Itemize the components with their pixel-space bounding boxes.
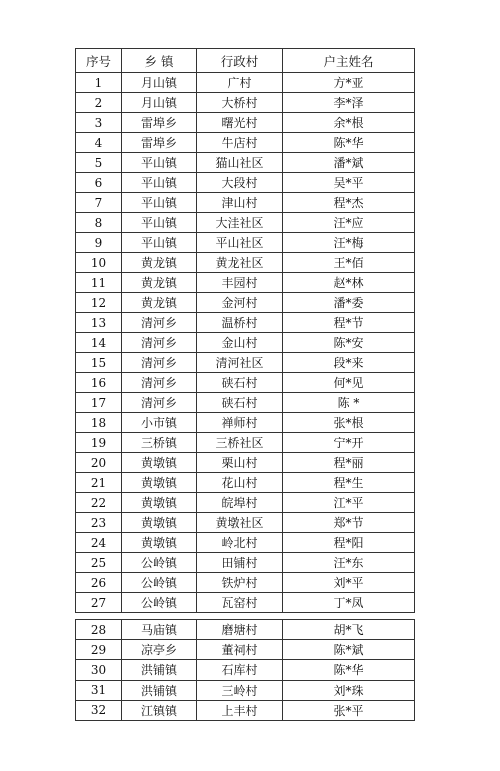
table-row [76,660,415,680]
cell-township: 雷埠乡 [122,133,197,153]
cell-householder: 张*平 [283,700,415,720]
cell-village: 黄龙社区 [197,253,283,273]
cell-householder: 潘*委 [283,293,415,313]
cell-index: 27 [76,593,122,613]
table-row [76,133,415,153]
cell-index: 4 [76,133,122,153]
cell-householder: 刘*珠 [283,680,415,700]
table-row [76,333,415,353]
cell-index: 12 [76,293,122,313]
table-row [76,640,415,660]
cell-index: 28 [76,620,122,640]
cell-township: 清河乡 [122,373,197,393]
table-row [76,453,415,473]
table-row [76,493,415,513]
table-row [76,473,415,493]
cell-township: 黄龙镇 [122,273,197,293]
cell-village: 金山村 [197,333,283,353]
cell-township: 洪铺镇 [122,660,197,680]
cell-householder: 胡*飞 [283,620,415,640]
cell-householder: 郑*节 [283,513,415,533]
cell-householder: 陈*斌 [283,640,415,660]
table-row [76,213,415,233]
cell-village: 硖石村 [197,373,283,393]
table-row [76,433,415,453]
header-village: 行政村 [197,49,283,73]
cell-township: 凉亭乡 [122,640,197,660]
cell-householder: 陈*华 [283,660,415,680]
cell-householder: 丁*凤 [283,593,415,613]
cell-householder: 段*来 [283,353,415,373]
household-table-part1 [75,48,415,613]
cell-index: 25 [76,553,122,573]
cell-township: 平山镇 [122,213,197,233]
cell-village: 花山村 [197,473,283,493]
cell-index: 21 [76,473,122,493]
table-row [76,273,415,293]
cell-township: 清河乡 [122,333,197,353]
cell-index: 31 [76,680,122,700]
cell-village: 岭北村 [197,533,283,553]
household-table-part2 [75,619,415,721]
cell-village: 磨塘村 [197,620,283,640]
cell-township: 黄墩镇 [122,493,197,513]
cell-householder: 程*丽 [283,453,415,473]
cell-township: 平山镇 [122,153,197,173]
cell-village: 黄墩社区 [197,513,283,533]
table-row [76,533,415,553]
cell-index: 2 [76,93,122,113]
cell-village: 皖埠村 [197,493,283,513]
cell-index: 26 [76,573,122,593]
cell-village: 大洼社区 [197,213,283,233]
cell-index: 17 [76,393,122,413]
cell-householder: 刘*平 [283,573,415,593]
cell-village: 上丰村 [197,700,283,720]
cell-index: 23 [76,513,122,533]
cell-township: 月山镇 [122,93,197,113]
cell-township: 月山镇 [122,73,197,93]
cell-index: 14 [76,333,122,353]
cell-village: 董祠村 [197,640,283,660]
cell-index: 5 [76,153,122,173]
cell-township: 清河乡 [122,393,197,413]
cell-index: 6 [76,173,122,193]
cell-township: 三桥镇 [122,433,197,453]
cell-township: 清河乡 [122,313,197,333]
cell-township: 江镇镇 [122,700,197,720]
cell-village: 石库村 [197,660,283,680]
table-row [76,73,415,93]
cell-index: 19 [76,433,122,453]
cell-village: 硖石村 [197,393,283,413]
cell-index: 29 [76,640,122,660]
cell-householder: 陈*华 [283,133,415,153]
cell-village: 猫山社区 [197,153,283,173]
table-row [76,93,415,113]
cell-householder: 张*根 [283,413,415,433]
cell-township: 雷埠乡 [122,113,197,133]
cell-householder: 陈*安 [283,333,415,353]
cell-township: 平山镇 [122,193,197,213]
cell-village: 大桥村 [197,93,283,113]
cell-village: 禅师村 [197,413,283,433]
cell-village: 津山村 [197,193,283,213]
cell-township: 公岭镇 [122,593,197,613]
cell-householder: 潘*斌 [283,153,415,173]
table-row [76,353,415,373]
cell-householder: 程*生 [283,473,415,493]
cell-index: 10 [76,253,122,273]
cell-householder: 程*阳 [283,533,415,553]
table-row [76,513,415,533]
cell-index: 18 [76,413,122,433]
cell-householder: 王*佰 [283,253,415,273]
table-header-row [76,49,415,73]
cell-index: 24 [76,533,122,553]
table-row [76,413,415,433]
cell-householder: 吴*平 [283,173,415,193]
table-row [76,680,415,700]
cell-township: 黄墩镇 [122,533,197,553]
cell-householder: 宁*开 [283,433,415,453]
table-body-part2 [76,620,415,721]
cell-householder: 方*亚 [283,73,415,93]
table-row [76,700,415,720]
cell-village: 大段村 [197,173,283,193]
cell-index: 1 [76,73,122,93]
cell-village: 铁炉村 [197,573,283,593]
table-row [76,173,415,193]
cell-index: 13 [76,313,122,333]
cell-householder: 陈 * [283,393,415,413]
cell-index: 20 [76,453,122,473]
table-row [76,193,415,213]
table-row [76,393,415,413]
cell-householder: 程*杰 [283,193,415,213]
cell-village: 丰园村 [197,273,283,293]
header-index: 序号 [76,49,122,73]
table-row [76,620,415,640]
cell-township: 黄墩镇 [122,473,197,493]
table-row [76,373,415,393]
cell-index: 15 [76,353,122,373]
cell-householder: 程*节 [283,313,415,333]
table-row [76,153,415,173]
cell-township: 黄墩镇 [122,453,197,473]
cell-householder: 李*泽 [283,93,415,113]
table-body-part1 [76,73,415,613]
cell-householder: 汪*应 [283,213,415,233]
table-row [76,553,415,573]
table-row [76,573,415,593]
cell-village: 三桥社区 [197,433,283,453]
cell-village: 金河村 [197,293,283,313]
cell-township: 黄龙镇 [122,253,197,273]
table-row [76,593,415,613]
cell-township: 平山镇 [122,233,197,253]
cell-village: 温桥村 [197,313,283,333]
header-township: 乡 镇 [122,49,197,73]
cell-village: 三岭村 [197,680,283,700]
cell-township: 公岭镇 [122,553,197,573]
cell-index: 11 [76,273,122,293]
cell-index: 3 [76,113,122,133]
cell-township: 马庙镇 [122,620,197,640]
cell-householder: 何*见 [283,373,415,393]
cell-township: 洪铺镇 [122,680,197,700]
cell-householder: 余*根 [283,113,415,133]
table-row [76,113,415,133]
cell-index: 16 [76,373,122,393]
header-householder: 户主姓名 [283,49,415,73]
cell-index: 32 [76,700,122,720]
cell-village: 田铺村 [197,553,283,573]
cell-index: 9 [76,233,122,253]
table-row [76,233,415,253]
table-row [76,293,415,313]
cell-householder: 汪*东 [283,553,415,573]
cell-township: 小市镇 [122,413,197,433]
cell-village: 曙光村 [197,113,283,133]
table-row [76,253,415,273]
cell-village: 瓦窑村 [197,593,283,613]
cell-index: 7 [76,193,122,213]
cell-village: 清河社区 [197,353,283,373]
cell-village: 牛店村 [197,133,283,153]
cell-householder: 江*平 [283,493,415,513]
cell-index: 8 [76,213,122,233]
cell-householder: 赵*林 [283,273,415,293]
cell-village: 广村 [197,73,283,93]
cell-index: 22 [76,493,122,513]
cell-village: 栗山村 [197,453,283,473]
cell-index: 30 [76,660,122,680]
cell-township: 平山镇 [122,173,197,193]
cell-village: 平山社区 [197,233,283,253]
cell-householder: 汪*梅 [283,233,415,253]
cell-township: 黄墩镇 [122,513,197,533]
cell-township: 清河乡 [122,353,197,373]
cell-township: 公岭镇 [122,573,197,593]
cell-township: 黄龙镇 [122,293,197,313]
table-row [76,313,415,333]
